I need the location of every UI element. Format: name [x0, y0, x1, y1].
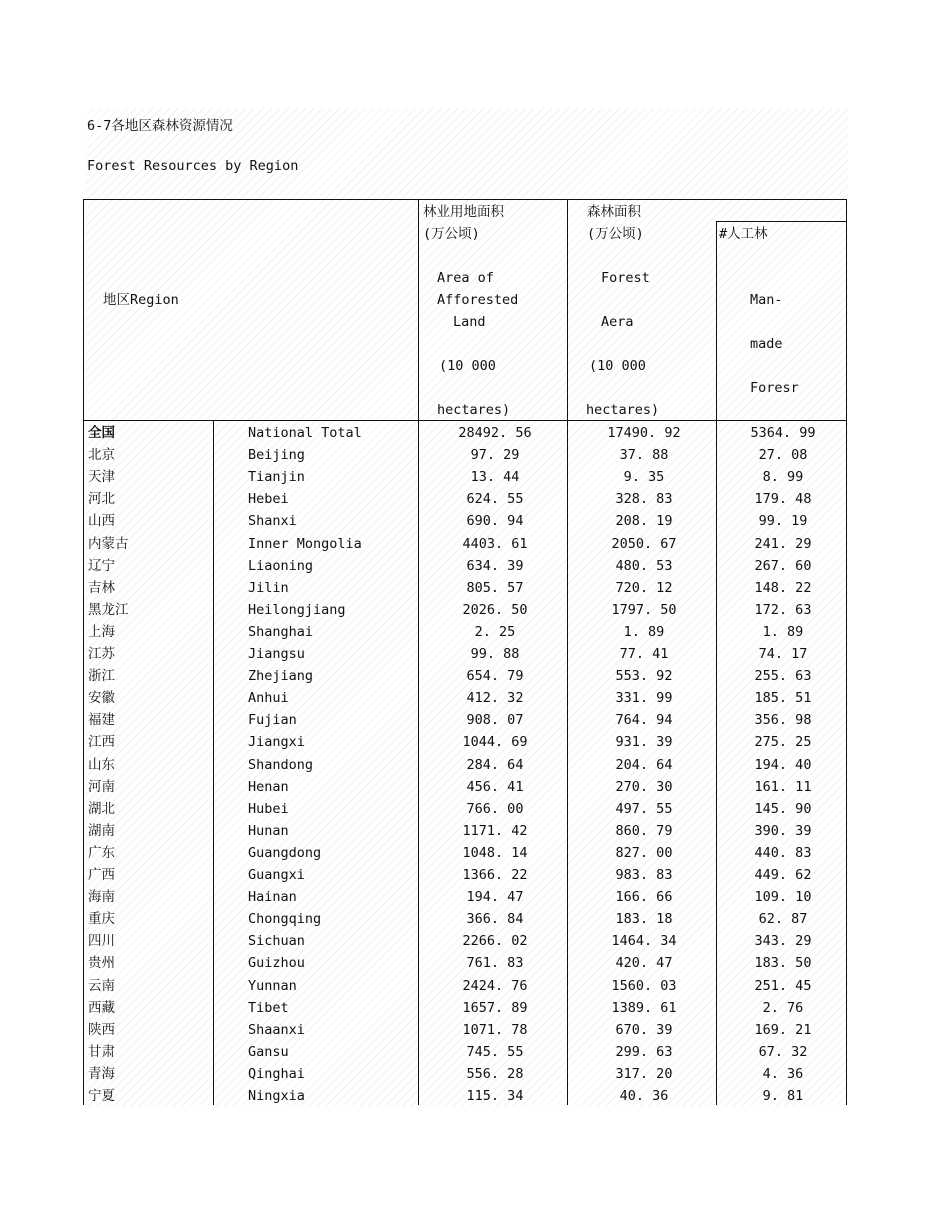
afforested-value: 745. 55 — [466, 1043, 524, 1060]
region-en: Anhui — [248, 690, 289, 707]
region-cn: 上海 — [88, 623, 115, 640]
afforested-en-line1: Area of — [437, 270, 494, 286]
region-cn: 河南 — [88, 778, 115, 795]
region-cn: 内蒙古 — [88, 535, 129, 552]
forest-value: 204. 64 — [615, 756, 673, 773]
afforested-value: 761. 83 — [466, 955, 524, 972]
table-row — [0, 842, 950, 864]
manmade-value: 109. 10 — [754, 889, 812, 906]
afforested-value: 115. 34 — [466, 1088, 524, 1104]
afforested-value: 456. 41 — [466, 778, 524, 795]
manmade-value: 356. 98 — [754, 712, 812, 729]
manmade-value: 194. 40 — [754, 756, 812, 773]
region-cn: 宁夏 — [88, 1088, 115, 1104]
region-cn: 天津 — [88, 469, 115, 486]
table-row — [0, 1019, 950, 1041]
forest-value: 480. 53 — [615, 557, 673, 574]
table-row — [0, 864, 950, 886]
forest-cn-line2: (万公顷) — [587, 226, 644, 242]
region-cn: 湖南 — [88, 822, 115, 839]
afforested-value: 2. 25 — [474, 623, 516, 640]
region-cn: 青海 — [88, 1065, 115, 1082]
region-en: Beijing — [248, 447, 305, 464]
region-cn: 海南 — [88, 889, 115, 906]
manmade-en-line3: Foresr — [750, 380, 799, 396]
forest-value: 983. 83 — [615, 867, 673, 883]
region-cn: 四川 — [88, 933, 115, 950]
manmade-value: 390. 39 — [754, 822, 812, 839]
forest-unit-line1: (10 000 — [589, 358, 646, 374]
afforested-unit-line1: (10 000 — [439, 358, 496, 374]
manmade-value: 172. 63 — [754, 601, 812, 618]
afforested-value: 634. 39 — [466, 557, 524, 574]
forest-value: 208. 19 — [615, 513, 673, 530]
afforested-value: 28492. 56 — [458, 425, 532, 441]
afforested-value: 1048. 14 — [462, 844, 528, 861]
region-en: Shanxi — [248, 513, 297, 530]
afforested-value: 556. 28 — [466, 1065, 524, 1082]
manmade-value: 27. 08 — [758, 447, 808, 464]
region-cn: 河北 — [88, 491, 115, 508]
afforested-en-line3: Land — [453, 314, 486, 330]
manmade-value: 8. 99 — [762, 469, 804, 486]
manmade-value: 241. 29 — [754, 535, 812, 552]
forest-en-line1: Forest — [601, 270, 650, 286]
region-en: Heilongjiang — [248, 601, 346, 618]
manmade-header-border — [716, 221, 847, 222]
manmade-value: 145. 90 — [754, 800, 812, 817]
region-en: Jiangsu — [248, 646, 305, 662]
afforested-value: 624. 55 — [466, 491, 524, 508]
table-row — [0, 1085, 950, 1107]
forest-value: 1797. 50 — [611, 601, 677, 618]
table-row — [0, 577, 950, 599]
manmade-en-line1: Man- — [750, 292, 783, 308]
region-cn: 黑龙江 — [88, 601, 129, 618]
afforested-value: 2424. 76 — [462, 977, 528, 994]
region-en: Gansu — [248, 1043, 289, 1060]
table-row — [0, 754, 950, 776]
region-cn: 江西 — [88, 734, 115, 751]
table-row — [0, 930, 950, 952]
afforested-unit-line2: hectares) — [437, 402, 511, 418]
afforested-value: 690. 94 — [466, 513, 524, 530]
region-en: Inner Mongolia — [248, 535, 362, 552]
table-row — [0, 798, 950, 820]
afforested-value: 99. 88 — [470, 646, 520, 662]
manmade-value: 67. 32 — [758, 1043, 808, 1060]
region-en: Guangxi — [248, 867, 305, 883]
table-row — [0, 533, 950, 555]
table-row — [0, 643, 950, 665]
forest-value: 670. 39 — [615, 1021, 673, 1038]
region-en: Hubei — [248, 800, 289, 817]
forest-cn-line1: 森林面积 — [587, 204, 641, 220]
forest-value: 9. 35 — [623, 469, 665, 486]
table-row — [0, 687, 950, 709]
table-row — [0, 466, 950, 488]
region-cn: 安徽 — [88, 690, 115, 707]
afforested-value: 412. 32 — [466, 690, 524, 707]
table-row — [0, 731, 950, 753]
region-cn: 广西 — [88, 867, 115, 883]
manmade-value: 161. 11 — [754, 778, 812, 795]
forest-value: 1464. 34 — [611, 933, 677, 950]
region-en: Shandong — [248, 756, 314, 773]
forest-value: 299. 63 — [615, 1043, 673, 1060]
region-en: Henan — [248, 778, 289, 795]
region-en: Tianjin — [248, 469, 305, 486]
region-cn: 湖北 — [88, 800, 115, 817]
manmade-value: 2. 76 — [762, 999, 804, 1016]
table-row — [0, 1041, 950, 1063]
region-cn: 陕西 — [88, 1021, 115, 1038]
afforested-value: 1044. 69 — [462, 734, 528, 751]
region-cn: 福建 — [88, 712, 115, 729]
region-en: Shanghai — [248, 623, 314, 640]
forest-value: 1. 89 — [623, 623, 665, 640]
region-cn: 西藏 — [88, 999, 115, 1016]
manmade-value: 275. 25 — [754, 734, 812, 751]
region-en: Shaanxi — [248, 1021, 305, 1038]
manmade-cn: #人工林 — [719, 226, 768, 242]
region-en: National Total — [248, 425, 362, 441]
afforested-value: 654. 79 — [466, 668, 524, 685]
table-row — [0, 510, 950, 532]
forest-value: 166. 66 — [615, 889, 673, 906]
afforested-value: 97. 29 — [470, 447, 520, 464]
afforested-value: 766. 00 — [466, 800, 524, 817]
forest-value: 720. 12 — [615, 579, 673, 596]
afforested-cn-line1: 林业用地面积 — [423, 204, 504, 220]
table-row — [0, 908, 950, 930]
manmade-value: 5364. 99 — [750, 425, 816, 441]
forest-value: 17490. 92 — [607, 425, 681, 441]
region-cn: 江苏 — [88, 646, 115, 662]
manmade-value: 9. 81 — [762, 1088, 804, 1104]
forest-en-line2: Aera — [601, 314, 634, 330]
manmade-value: 251. 45 — [754, 977, 812, 994]
afforested-value: 1071. 78 — [462, 1021, 528, 1038]
forest-value: 37. 88 — [619, 447, 669, 464]
table-row — [0, 599, 950, 621]
afforested-en-line2: Afforested — [437, 292, 519, 308]
table-row — [0, 975, 950, 997]
forest-value: 317. 20 — [615, 1065, 673, 1082]
forest-value: 1560. 03 — [611, 977, 677, 994]
table-row — [0, 488, 950, 510]
forest-value: 827. 00 — [615, 844, 673, 861]
region-cn: 贵州 — [88, 955, 115, 972]
region-en: Yunnan — [248, 977, 297, 994]
region-en: Hunan — [248, 822, 289, 839]
region-en: Liaoning — [248, 557, 314, 574]
afforested-value: 2266. 02 — [462, 933, 528, 950]
region-cn: 吉林 — [88, 579, 115, 596]
region-cn: 云南 — [88, 977, 115, 994]
forest-value: 860. 79 — [615, 822, 673, 839]
region-cn: 甘肃 — [88, 1043, 115, 1060]
table-row — [0, 709, 950, 731]
manmade-en-line2: made — [750, 336, 783, 352]
region-en: Sichuan — [248, 933, 305, 950]
forest-value: 183. 18 — [615, 911, 673, 928]
afforested-value: 366. 84 — [466, 911, 524, 928]
manmade-value: 62. 87 — [758, 911, 808, 928]
forest-value: 931. 39 — [615, 734, 673, 751]
afforested-value: 908. 07 — [466, 712, 524, 729]
table-row — [0, 1063, 950, 1085]
region-en: Guizhou — [248, 955, 305, 972]
table-title-cn: 6-7各地区森林资源情况 — [87, 118, 233, 134]
table-row — [0, 820, 950, 842]
table-row — [0, 886, 950, 908]
forest-value: 328. 83 — [615, 491, 673, 508]
region-cn: 浙江 — [88, 668, 115, 685]
manmade-value: 1. 89 — [762, 623, 804, 640]
table-title-en: Forest Resources by Region — [87, 158, 299, 174]
afforested-value: 1171. 42 — [462, 822, 528, 839]
afforested-value: 1366. 22 — [462, 867, 528, 883]
manmade-value: 4. 36 — [762, 1065, 804, 1082]
table-top-border — [83, 199, 847, 200]
manmade-value: 185. 51 — [754, 690, 812, 707]
region-en: Chongqing — [248, 911, 322, 928]
afforested-value: 805. 57 — [466, 579, 524, 596]
header-region: 地区Region — [103, 292, 179, 308]
table-row — [0, 422, 950, 444]
table-row — [0, 997, 950, 1019]
forest-unit-line2: hectares) — [586, 402, 660, 418]
table-row — [0, 621, 950, 643]
region-cn: 广东 — [88, 844, 115, 861]
region-cn: 全国 — [88, 425, 115, 441]
region-en: Tibet — [248, 999, 289, 1016]
afforested-value: 284. 64 — [466, 756, 524, 773]
region-cn: 北京 — [88, 447, 115, 464]
region-en: Zhejiang — [248, 668, 314, 685]
afforested-value: 194. 47 — [466, 889, 524, 906]
manmade-value: 183. 50 — [754, 955, 812, 972]
region-cn: 山东 — [88, 756, 115, 773]
region-en: Ningxia — [248, 1088, 305, 1104]
region-en: Fujian — [248, 712, 297, 729]
afforested-value: 4403. 61 — [462, 535, 528, 552]
forest-value: 553. 92 — [615, 668, 673, 685]
manmade-value: 148. 22 — [754, 579, 812, 596]
forest-value: 497. 55 — [615, 800, 673, 817]
table-row — [0, 952, 950, 974]
afforested-value: 1657. 89 — [462, 999, 528, 1016]
forest-value: 2050. 67 — [611, 535, 677, 552]
region-cn: 重庆 — [88, 911, 115, 928]
forest-value: 420. 47 — [615, 955, 673, 972]
region-en: Qinghai — [248, 1065, 305, 1082]
forest-value: 270. 30 — [615, 778, 673, 795]
region-en: Jilin — [248, 579, 289, 596]
manmade-value: 255. 63 — [754, 668, 812, 685]
manmade-value: 169. 21 — [754, 1021, 812, 1038]
forest-value: 331. 99 — [615, 690, 673, 707]
region-en: Hebei — [248, 491, 289, 508]
manmade-value: 74. 17 — [758, 646, 808, 662]
table-row — [0, 665, 950, 687]
region-cn: 山西 — [88, 513, 115, 530]
manmade-value: 449. 62 — [754, 867, 812, 883]
forest-value: 77. 41 — [619, 646, 669, 662]
table-row — [0, 555, 950, 577]
manmade-value: 99. 19 — [758, 513, 808, 530]
table-row — [0, 444, 950, 466]
manmade-value: 267. 60 — [754, 557, 812, 574]
forest-value: 40. 36 — [619, 1088, 669, 1104]
manmade-value: 179. 48 — [754, 491, 812, 508]
manmade-value: 440. 83 — [754, 844, 812, 861]
afforested-value: 13. 44 — [470, 469, 520, 486]
forest-value: 1389. 61 — [611, 999, 677, 1016]
forest-value: 764. 94 — [615, 712, 673, 729]
region-en: Guangdong — [248, 844, 322, 861]
region-en: Hainan — [248, 889, 297, 906]
afforested-value: 2026. 50 — [462, 601, 528, 618]
region-en: Jiangxi — [248, 734, 305, 751]
manmade-value: 343. 29 — [754, 933, 812, 950]
region-cn: 辽宁 — [88, 557, 115, 574]
table-row — [0, 776, 950, 798]
afforested-cn-line2: (万公顷) — [423, 226, 480, 242]
